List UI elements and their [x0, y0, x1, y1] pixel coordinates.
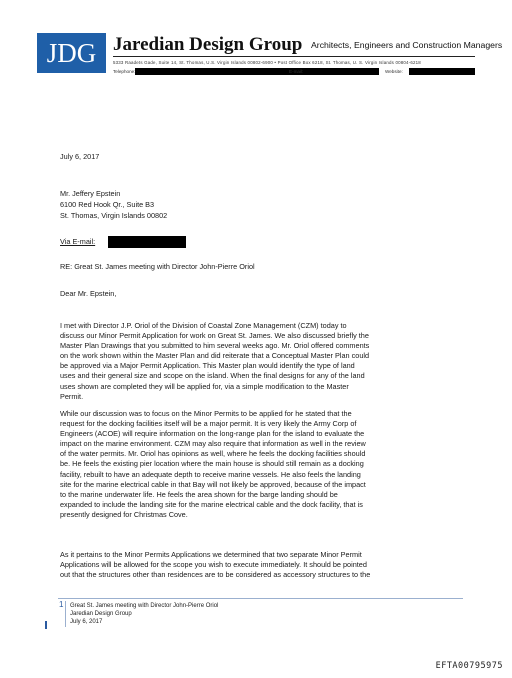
text-line: on the work shown within the Master Plan and did reiterate that a Conceptual Master Plan could: [60, 351, 370, 361]
text-line: uses shown are completed they will be applied for, via a simple modification to the Master: [60, 381, 349, 391]
email-label: E-mail:: [289, 69, 304, 74]
recipient-name: Mr. Jeffery Epstein: [60, 189, 121, 198]
telephone-label: Telephone:: [113, 69, 136, 74]
recipient-city-line: St. Thomas, Virgin Islands 00802: [60, 211, 168, 220]
paragraph-2: [60, 409, 460, 520]
text-line: be. He feels the existing pier location where the main house is should still remain as a docking: [60, 459, 364, 469]
text-line: request for the docking facilities itself will be a major permit. It is very likely the Army Corp of: [60, 419, 357, 429]
contact-row: [113, 69, 475, 76]
text-line: impact on the marine environment. CZM may also require that information as well in the review: [60, 439, 366, 449]
footer-subject: Great St. James meeting with Director John-Pierre Oriol: [70, 603, 219, 609]
footer-date: July 6, 2017: [70, 619, 103, 625]
text-line: of the water permits. Mr. Oriol has opinions as well, where he feels the docking facilities should: [60, 449, 366, 459]
footer-rule: [58, 598, 463, 599]
firm-tagline: Architects, Engineers and Construction Managers: [311, 40, 503, 50]
letterhead-rule: [113, 56, 475, 57]
recipient-address-line: 6100 Red Hook Qr., Suite B3: [60, 200, 155, 209]
via-email-label: Via E-mail:: [60, 237, 96, 246]
text-line: Master Plan Drawings that you submitted to him several weeks ago. Mr. Oriol offered comments: [60, 341, 370, 351]
letter-date: July 6, 2017: [60, 152, 100, 161]
bates-number: EFTA00795975: [435, 661, 503, 671]
firm-address: 5333 Raadets Gade, Suite 14, St. Thomas, U.S. Virgin Islands 00802-6900 • Post Office Box 6218, St. Thomas, U. S. Virgin Islands 00804-6218: [113, 60, 421, 65]
text-line: presently designed for Christmas Cove.: [60, 509, 188, 519]
text-line: Engineers (ACOE) will require information on the long-range plan for the island to evaluate the: [60, 429, 365, 439]
footer-firm: Jaredian Design Group: [70, 611, 132, 617]
text-line: be approved via a Major Permit Application. This Master plan would identify the type of land: [60, 361, 355, 371]
text-line: facility, rebuilt to have an adequate depth to receive marine vessels. He also feels the landing: [60, 469, 361, 479]
text-line: out that the structures other than residences are to be considered as accessory structures to the: [60, 570, 371, 580]
paragraph-3: [60, 550, 460, 580]
text-line: While our discussion was to focus on the Minor Permits to be applied for he stated that the: [60, 409, 352, 418]
salutation: Dear Mr. Epstein,: [60, 289, 117, 298]
firm-name: Jaredian Design Group: [113, 34, 303, 55]
text-line: I met with Director J.P. Oriol of the Division of Coastal Zone Management (CZM) today to: [60, 321, 347, 330]
text-line: uses and their general size and scope on the island. When the final designs for any of the land: [60, 371, 365, 381]
redaction-bar: [409, 68, 475, 75]
footer-divider: [65, 601, 66, 627]
website-label: Website:: [385, 69, 403, 74]
footer-mark: [45, 621, 47, 629]
subject-line: RE: Great St. James meeting with Director John-Pierre Oriol: [60, 262, 255, 271]
text-line: Permit.: [60, 391, 84, 401]
text-line: discuss our Minor Permit Application for work on Great St. James. We also discussed briefly the: [60, 331, 369, 341]
text-line: to the marine underwater life. He feels the area shown for the barge landing should be: [60, 489, 338, 499]
company-logo: JDG: [37, 33, 106, 73]
paragraph-1: [60, 321, 460, 402]
redaction-bar: [309, 68, 379, 75]
text-line: expanded to include the landing site for the marine electrical cable and the dock facility, that is: [60, 499, 363, 509]
page-number: 1: [59, 600, 64, 609]
redaction-bar: [108, 236, 186, 248]
text-line: site for the marine electrical cable in that Bay will not likely be approved, because of the impact: [60, 479, 366, 489]
text-line: Applications will be allowed for the scope you wish to execute immediately. It should be pointed: [60, 560, 367, 570]
text-line: As it pertains to the Minor Permits Applications we determined that two separate Minor Permit: [60, 550, 362, 559]
